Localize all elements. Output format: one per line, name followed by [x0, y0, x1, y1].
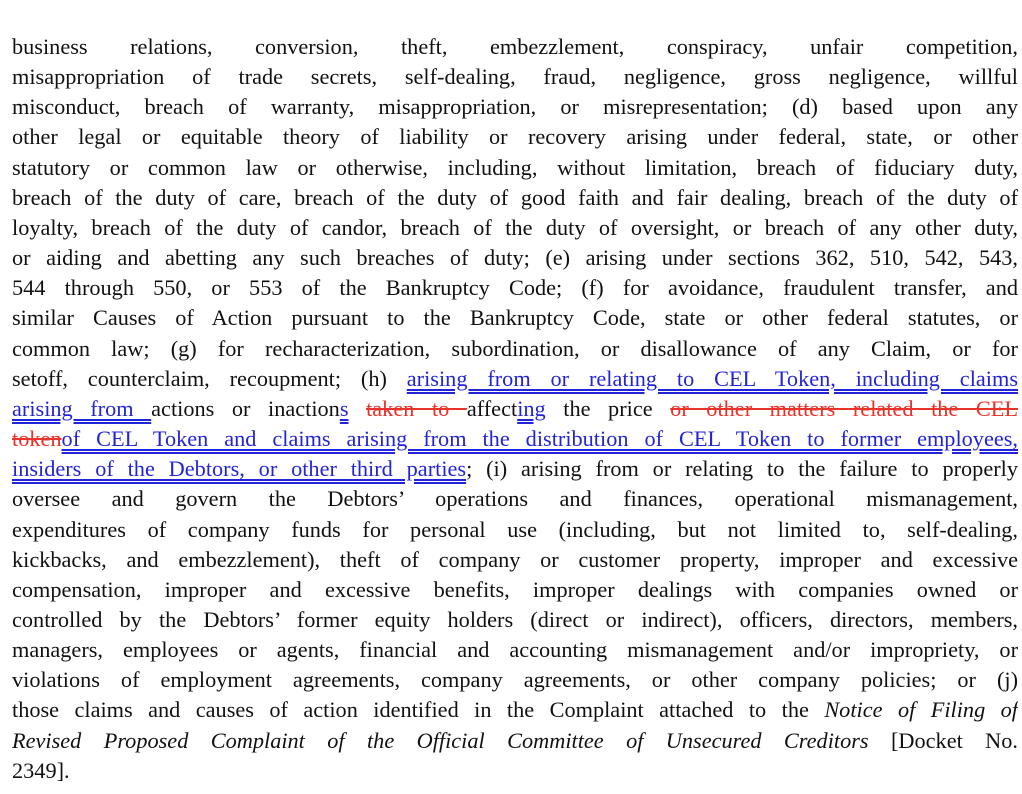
text-line [12, 515, 1018, 545]
text-line [12, 213, 1018, 243]
text-segment: common law; (g) for recharacterization, subordination, or disallowance of any Claim, or for [12, 335, 1018, 361]
text-line [12, 665, 1018, 695]
inserted-text: insiders of the Debtors, or other third parties [12, 456, 467, 482]
inserted-text: arising from or relating to CEL Token, including claims [406, 365, 1018, 391]
text-segment: statutory or common law or otherwise, including, without limitation, breach of fiduciary duty, [12, 154, 1018, 180]
text-line [12, 303, 1018, 333]
italic-text: Revised Proposed Complaint of the Official Committee of Unsecured Creditors [12, 727, 869, 753]
text-segment: breach of the duty of care, breach of the duty of good faith and fair dealing, breach of the duty of [12, 184, 1018, 210]
text-line [12, 32, 1018, 62]
deleted-text: token [12, 426, 62, 452]
text-segment: similar Causes of Action pursuant to the Bankruptcy Code, state or other federal statutes, or [12, 305, 1018, 331]
text-line [12, 122, 1018, 152]
text-line [12, 454, 1018, 484]
text-segment: actions or inaction [151, 395, 340, 421]
text-line [12, 575, 1018, 605]
text-segment: setoff, counterclaim, recoupment; (h) [12, 365, 407, 391]
text-line [12, 92, 1018, 122]
text-line [12, 635, 1018, 665]
text-line [12, 545, 1018, 575]
text-segment: violations of employment agreements, company agreements, or other company policies; or (j) [12, 667, 1018, 693]
text-line [12, 605, 1018, 635]
document-body [12, 32, 1018, 786]
inserted-text: s [339, 395, 349, 421]
text-segment: compensation, improper and excessive benefits, improper dealings with companies owned or [12, 576, 1018, 602]
text-line [12, 62, 1018, 92]
text-segment: 544 through 550, or 553 of the Bankruptcy Code; (f) for avoidance, fraudulent transfer, and [12, 275, 1018, 301]
text-segment: managers, employees or agents, financial and accounting mismanagement and/or impropriety, or [12, 637, 1018, 663]
text-line [12, 394, 1018, 424]
text-segment: the price [545, 395, 671, 421]
text-segment: or aiding and abetting any such breaches of duty; (e) arising under sections 362, 510, 542, 543, [12, 245, 1018, 271]
text-line [12, 273, 1018, 303]
text-line [12, 695, 1018, 725]
text-segment: 2349]. [12, 757, 70, 783]
deleted-text: or other matters related the CEL [670, 395, 1018, 421]
text-segment: loyalty, breach of the duty of candor, breach of the duty of oversight, or breach of any other duty, [12, 214, 1018, 240]
text-segment: controlled by the Debtors’ former equity holders (direct or indirect), officers, directors, members, [12, 606, 1018, 632]
deleted-text: taken to [366, 395, 467, 421]
text-segment: business relations, conversion, theft, embezzlement, conspiracy, unfair competition, [12, 34, 1018, 59]
text-segment: oversee and govern the Debtors’ operations and finances, operational mismanagement, [12, 486, 1018, 512]
text-line [12, 726, 1018, 756]
text-line [12, 484, 1018, 514]
text-segment: those claims and causes of action identified in the Complaint attached to the [12, 697, 825, 723]
italic-text: Notice of Filing of [824, 697, 1018, 723]
text-line [12, 756, 1018, 786]
text-line [12, 334, 1018, 364]
text-segment: other legal or equitable theory of liability or recovery arising under federal, state, or other [12, 124, 1018, 150]
inserted-text: arising from [12, 395, 152, 421]
text-segment: misappropriation of trade secrets, self-dealing, fraud, negligence, gross negligence, willful [12, 64, 1018, 90]
text-line [12, 424, 1018, 454]
text-line [12, 153, 1018, 183]
text-line [12, 243, 1018, 273]
text-segment: [Docket No. [868, 727, 1018, 753]
text-segment: affect [466, 395, 518, 421]
inserted-text: ing [517, 395, 546, 421]
text-line [12, 364, 1018, 394]
text-segment [349, 396, 367, 421]
text-line [12, 183, 1018, 213]
text-segment: kickbacks, and embezzlement), theft of company or customer property, improper and excessive [12, 546, 1018, 572]
text-segment: expenditures of company funds for personal use (including, but not limited to, self-dealing, [12, 516, 1018, 542]
text-segment: ; (i) arising from or relating to the failure to properly [466, 456, 1018, 482]
text-segment: misconduct, breach of warranty, misappropriation, or misrepresentation; (d) based upon any [12, 94, 1018, 120]
inserted-text: of CEL Token and claims arising from the distribution of CEL Token to former employees, [61, 426, 1018, 452]
